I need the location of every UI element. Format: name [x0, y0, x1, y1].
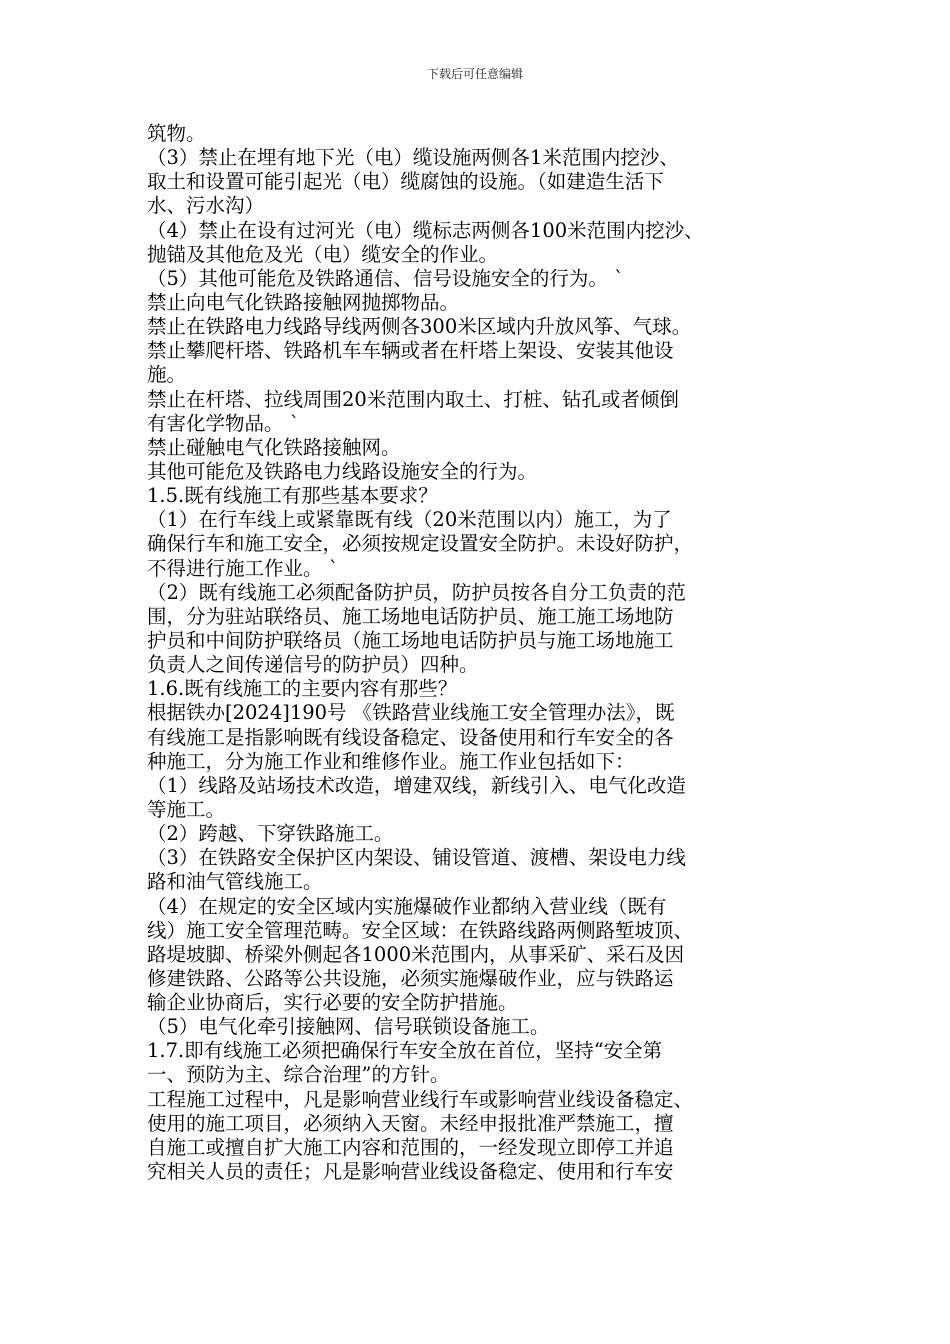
text-line: （4）在规定的安全区域内实施爆破作业都纳入营业线（既有: [147, 894, 667, 918]
text-line: （2）跨越、下穿铁路施工。: [147, 822, 394, 846]
text-line: 围，分为驻站联络员、施工场地电话防护员、施工施工场地防: [147, 604, 674, 628]
text-line: 1.5.既有线施工有那些基本要求？: [147, 484, 438, 508]
text-line: 种施工，分为施工作业和维修作业。施工作业包括如下：: [147, 749, 635, 773]
text-line: 不得进行施工作业。 `: [147, 556, 339, 580]
text-line: 禁止碰触电气化铁路接触网。: [147, 435, 401, 459]
text-line: 1.6.既有线施工的主要内容有那些？: [147, 677, 458, 701]
text-line: 有线施工是指影响既有线设备稳定、设备使用和行车安全的各: [147, 725, 674, 749]
text-line: （4）禁止在设有过河光（电）缆标志两侧各100米范围内挖沙、: [147, 218, 704, 242]
text-line: 有害化学物品。 `: [147, 411, 300, 435]
text-line: 修建铁路、公路等公共设施，必须实施爆破作业，应与铁路运: [147, 966, 674, 990]
text-line: 等施工。: [147, 797, 226, 821]
text-line: 使用的施工项目，必须纳入天窗。未经申报批准严禁施工，擅: [147, 1111, 674, 1135]
text-line: 水、污水沟）: [147, 194, 265, 218]
text-line: （3）在铁路安全保护区内架设、铺设管道、渡槽、架设电力线: [147, 846, 686, 870]
text-line: 工程施工过程中，凡是影响营业线行车或影响营业线设备稳定、: [147, 1087, 694, 1111]
text-line: 护员和中间防护联络员（施工场地电话防护员与施工场地施工: [147, 628, 674, 652]
text-line: 禁止攀爬杆塔、铁路机车车辆或者在杆塔上架设、安装其他设: [147, 339, 674, 363]
text-line: 负责人之间传递信号的防护员）四种。: [147, 653, 479, 677]
text-line: （1）线路及站场技术改造，增建双线，新线引入、电气化改造: [147, 773, 686, 797]
text-line: 线）施工安全管理范畴。安全区域：在铁路线路两侧路堑坡顶、: [147, 918, 694, 942]
text-line: 禁止向电气化铁路接触网抛掷物品。: [147, 290, 460, 314]
text-line: （5）电气化牵引接触网、信号联锁设备施工。: [147, 1015, 550, 1039]
text-line: （3）禁止在埋有地下光（电）缆设施两侧各1米范围内挖沙、: [147, 146, 679, 170]
text-line: （1）在行车线上或紧靠既有线（20米范围以内）施工，为了: [147, 508, 672, 532]
text-line: 禁止在杆塔、拉线周围20米范围内取土、打桩、钻孔或者倾倒: [147, 387, 679, 411]
text-line: 根据铁办[2024]190号 《铁路营业线施工安全管理办法》，既: [147, 701, 675, 725]
text-line: 抛锚及其他危及光（电）缆安全的作业。: [147, 242, 499, 266]
text-line: 输企业协商后，实行必要的安全防护措施。: [147, 991, 518, 1015]
text-line: 筑物。: [147, 122, 206, 145]
text-line: 一、预防为主、综合治理”的方针。: [147, 1063, 450, 1087]
text-line: 确保行车和施工安全，必须按规定设置安全防护。未设好防护，: [147, 532, 694, 556]
text-line: 禁止在铁路电力线路导线两侧各300米区域内升放风筝、气球。: [147, 315, 692, 339]
text-line: （2）既有线施工必须配备防护员，防护员按各自分工负责的范: [147, 580, 686, 604]
text-line: 自施工或擅自扩大施工内容和范围的，一经发现立即停工并追: [147, 1135, 674, 1159]
text-line: 其他可能危及铁路电力线路设施安全的行为。: [147, 459, 538, 483]
text-line: 究相关人员的责任；凡是影响营业线设备稳定、使用和行车安: [147, 1160, 674, 1184]
text-line: 1.7.即有线施工必须把确保行车安全放在首位，坚持“安全第: [147, 1039, 663, 1063]
page-header: 下载后可任意编辑: [426, 67, 523, 81]
text-line: 路和油气管线施工。: [147, 870, 323, 894]
text-line: 取土和设置可能引起光（电）缆腐蚀的设施。（如建造生活下: [147, 170, 664, 194]
text-line: 施。: [147, 363, 187, 387]
text-line: 路堤坡脚、桥梁外侧起各1000米范围内，从事采矿、采石及因: [147, 942, 685, 966]
text-line: （5）其他可能危及铁路通信、信号设施安全的行为。 `: [147, 266, 624, 290]
document-body: [147, 122, 817, 1184]
